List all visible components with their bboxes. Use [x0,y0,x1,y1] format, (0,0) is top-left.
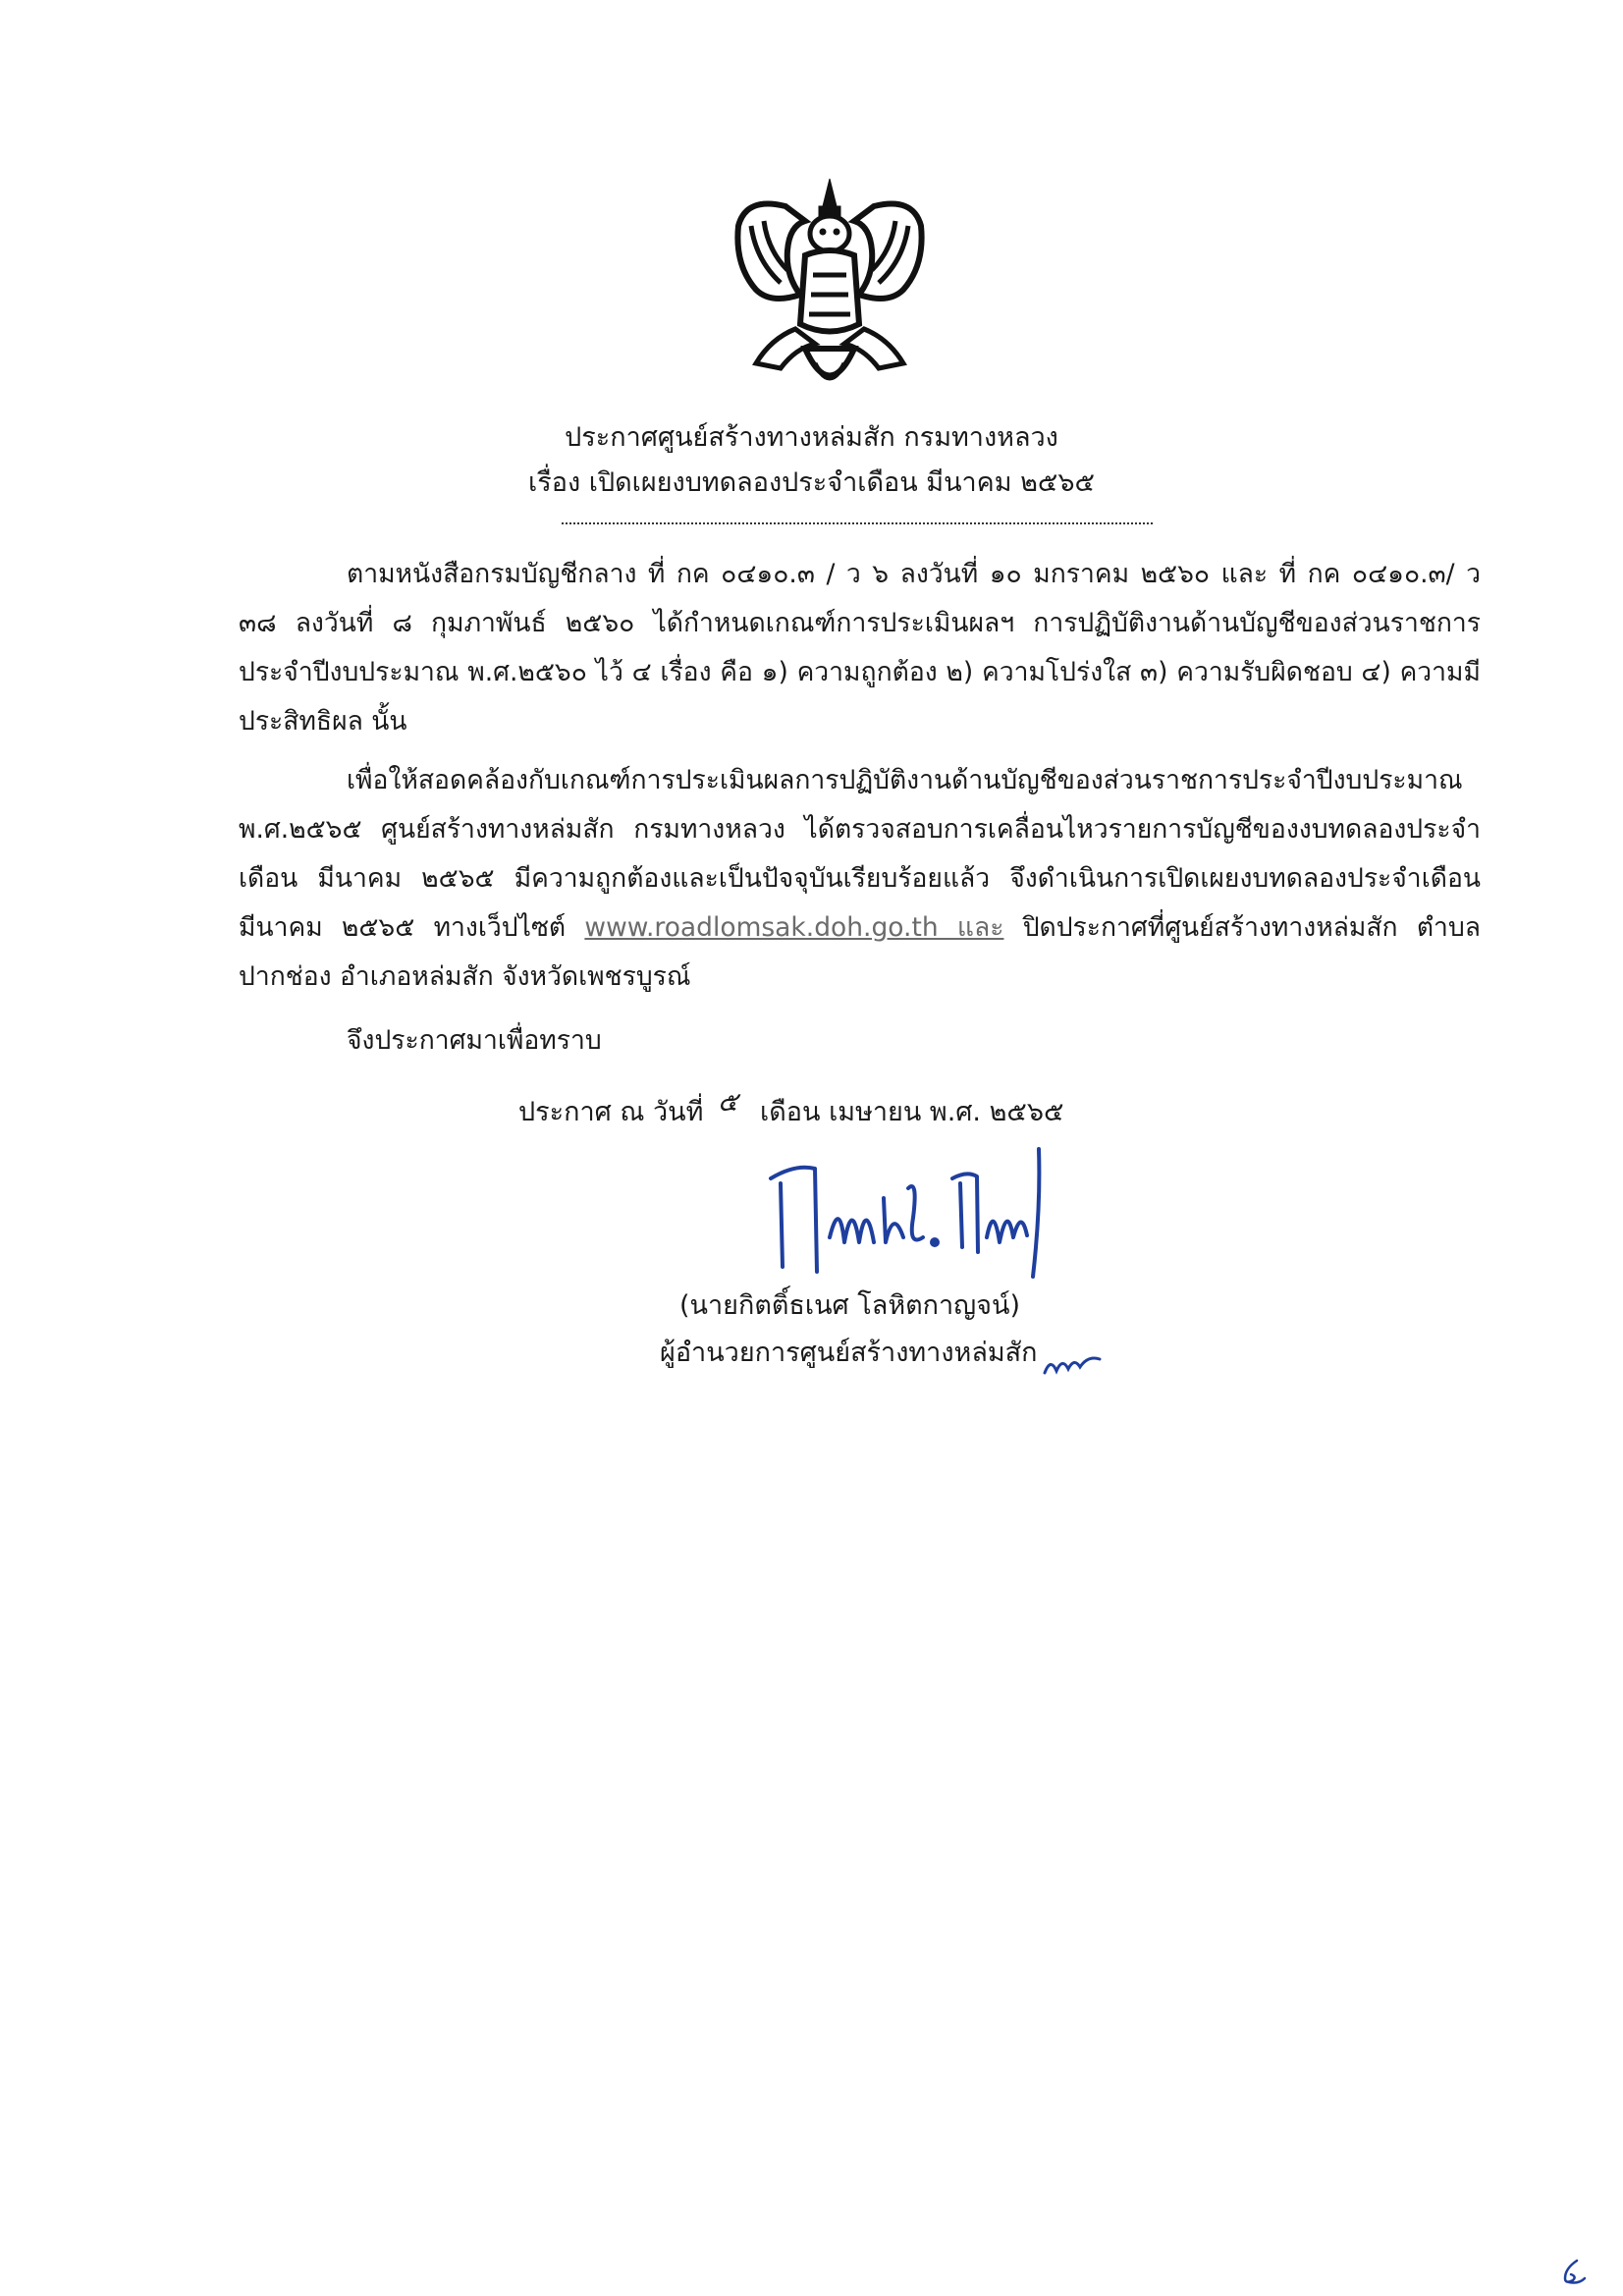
paragraph-2-text-end: ปิดประกาศที่ศูนย์สร้างทางหล่มสัก ตำบลปากช่อง อำเภอหล่มสัก จังหวัดเพชรบูรณ์ [239,912,1481,992]
closing-line: จึงประกาศมาเพื่อทราบ [347,1025,602,1056]
body-paragraph-2 [239,756,1481,1002]
website-link[interactable]: www.roadlomsak.doh.go.th และ [584,912,1004,943]
garuda-emblem-icon [727,167,933,412]
announcement-subject: เรื่อง เปิดเผยงบทดลองประจำเดือน มีนาคม ๒๕๖๕ [528,467,1095,498]
signer-title: ผู้อำนวยการศูนย์สร้างทางหล่มสัก [660,1338,1038,1368]
corner-handwritten-mark-icon [1559,2257,1587,2286]
dotted-divider [562,522,1153,524]
body-paragraph-1: ตามหนังสือกรมบัญชีกลาง ที่ กค ๐๔๑๐.๓ / ว ๖ ลงวันที่ ๑๐ มกราคม ๒๕๖๐ และ ที่ กค ๐๔๑๐.๓/ ว ๓๘ ลงวันที่ ๘ กุมภาพันธ์ ๒๕๖๐ ได้กำหนดเกณฑ์การประเมินผลฯ การปฏิบัติงานด้านบัญชีของส่วนราชการประจำปีงบประมาณ พ.ศ.๒๕๖๐ ไว้ ๔ เรื่อง คือ ๑) ความถูกต้อง ๒) ความโปร่งใส ๓) ความรับผิดชอบ ๔) ความมีประสิทธิผล นั้น [239,559,1481,737]
handwritten-signature-icon [746,1139,1070,1286]
paragraph-2-text-start: เพื่อให้สอดคล้องกับเกณฑ์การประเมินผลการปฏิบัติงานด้านบัญชีของส่วนราชการประจำปีงบประมาณ พ.ศ.๒๕๖๕ ศูนย์สร้างทางหล่มสัก กรมทางหลวง ได้ตรวจสอบการเคลื่อนไหวรายการบัญชีของงบทดลองประจำเดือน มีนาคม ๒๕๖๕ มีความถูกต้องและเป็นปัจจุบันเรียบร้อยแล้ว จึงดำเนินการเปิดเผยงบทดลองประจำเดือน มีนาคม ๒๕๖๕ ทางเว็ปไซต์ [239,765,1481,943]
announcement-title: ประกาศศูนย์สร้างทางหล่มสัก กรมทางหลวง [565,422,1058,453]
announcement-date [518,1087,1064,1132]
date-suffix: เดือน เมษายน พ.ศ. ๒๕๖๕ [760,1097,1064,1127]
signer-name: (นายกิตติ์ธเนศ โลหิตกาญจน์) [679,1290,1020,1321]
date-prefix: ประกาศ ณ วันที่ [518,1097,704,1127]
date-day-handwritten: ๕ [718,1087,738,1118]
initial-mark-icon [1043,1347,1102,1379]
